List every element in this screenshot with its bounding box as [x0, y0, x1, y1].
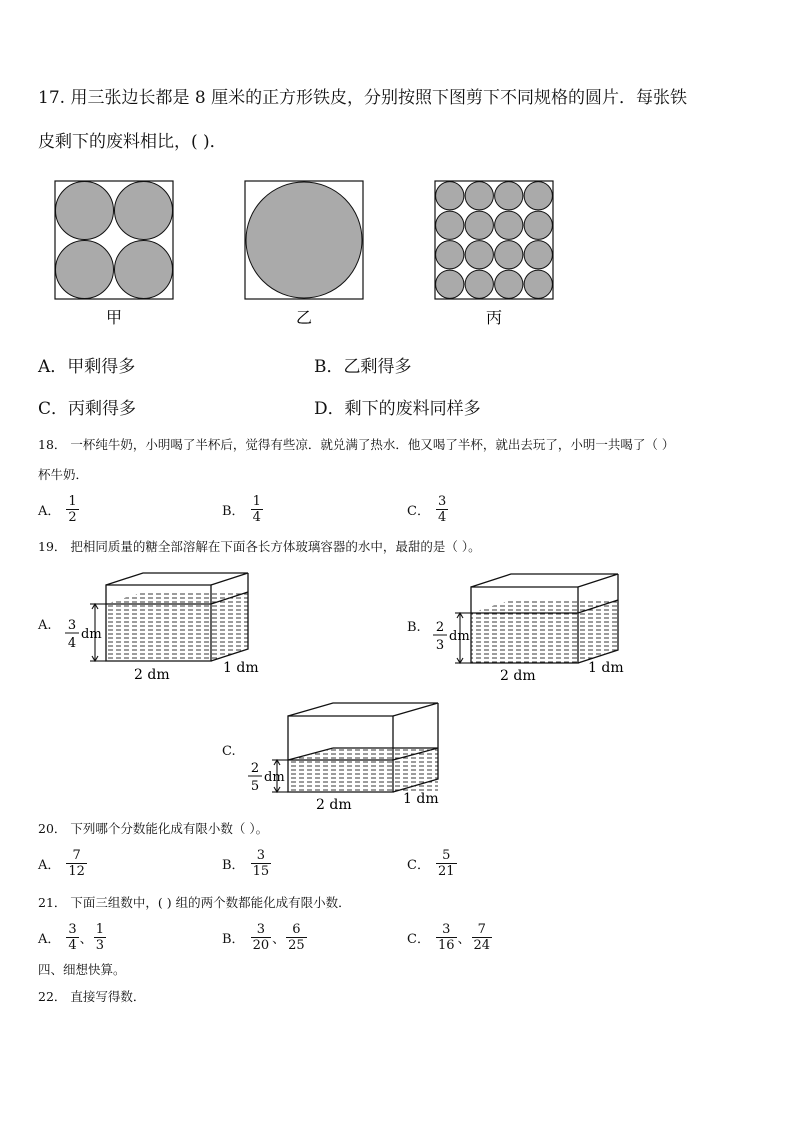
q18-text-line1: 18． 一杯纯牛奶，小明喝了半杯后，觉得有些凉．就兑满了热水．他又喝了半杯，就出去玩了，小明一共喝了（ ） — [38, 437, 675, 452]
q18-option-b — [222, 494, 263, 525]
numerator: 6 — [286, 922, 307, 938]
height-num-a: 3 — [67, 618, 77, 633]
q20-option-c — [407, 848, 457, 879]
small-circle — [465, 241, 493, 269]
denominator: 4 — [252, 510, 261, 525]
q18-text-line2: 杯牛奶． — [38, 467, 89, 482]
width-c: 1 dm — [403, 791, 439, 807]
small-circle — [465, 182, 493, 210]
numerator: 1 — [68, 494, 77, 509]
fraction — [66, 494, 78, 525]
option-letter: B． — [222, 858, 245, 873]
fraction — [251, 848, 272, 879]
denominator: 21 — [437, 864, 455, 879]
q21-option-b — [222, 922, 307, 953]
denominator: 24 — [473, 938, 491, 953]
option-letter: A． — [38, 504, 61, 519]
small-circle — [465, 211, 493, 239]
q17-option-a: A．甲剩得多 — [38, 357, 136, 377]
numerator: 1 — [252, 494, 261, 509]
height-den-c: 5 — [250, 779, 260, 794]
fraction — [436, 922, 457, 953]
small-circle — [524, 241, 552, 269]
numerator: 1 — [95, 922, 104, 937]
q20-text: 20． 下列哪个分数能化成有限小数（ ）。 — [38, 821, 269, 836]
height-unit-b: dm — [449, 629, 470, 644]
q19-letter-c: C. — [222, 744, 236, 759]
fraction — [286, 922, 307, 953]
small-circle — [524, 270, 552, 298]
option-letter: B． — [222, 932, 245, 947]
length-c: 2 dm — [316, 797, 352, 810]
denominator: 16 — [437, 938, 455, 953]
water-a — [106, 604, 211, 661]
numerator: 3 — [68, 922, 77, 937]
q20-option-a — [38, 848, 87, 879]
water-c — [288, 760, 438, 792]
fraction — [94, 922, 106, 953]
q19-text: 19． 把相同质量的糖全部溶解在下面各长方体玻璃容器的水中，最甜的是（ ）。 — [38, 539, 481, 554]
section-four-heading: 四、细想快算。 — [38, 962, 126, 977]
option-letter: A． — [38, 858, 61, 873]
water-b — [471, 613, 578, 663]
q17-option-b: B．乙剩得多 — [314, 357, 412, 377]
height-num-c: 2 — [250, 761, 260, 776]
q21-option-c — [407, 922, 492, 953]
q20-option-b — [222, 848, 271, 879]
small-circle — [436, 241, 464, 269]
separator: 、 — [457, 932, 471, 947]
small-circle — [495, 211, 523, 239]
label-bing: 丙 — [485, 308, 503, 327]
q19-letter-b: B. — [407, 620, 421, 635]
label-jia: 甲 — [105, 308, 123, 327]
q17-option-c: C．丙剩得多 — [38, 399, 137, 419]
height-unit-a: dm — [81, 627, 102, 642]
small-circle — [495, 270, 523, 298]
separator: 、 — [272, 932, 286, 947]
denominator: 20 — [252, 938, 270, 953]
q19-letter-a: A. — [38, 618, 52, 633]
q21-text: 21． 下面三组数中，( ) 组的两个数都能化成有限小数． — [38, 895, 351, 910]
numerator: 3 — [251, 922, 272, 938]
option-letter: C． — [407, 932, 430, 947]
q17-text-line2: 皮剩下的废料相比，( )． — [38, 132, 227, 152]
small-circle — [524, 182, 552, 210]
denominator: 2 — [68, 510, 77, 525]
fraction — [436, 494, 448, 525]
numerator: 5 — [436, 848, 457, 864]
width-a: 1 dm — [223, 660, 259, 676]
fraction — [66, 848, 87, 879]
label-yi: 乙 — [295, 308, 313, 327]
length-a: 2 dm — [134, 667, 170, 683]
numerator: 3 — [436, 922, 457, 938]
height-num-b: 2 — [435, 620, 445, 635]
denominator: 25 — [288, 938, 305, 953]
small-circle — [495, 241, 523, 269]
option-letter: C． — [407, 858, 430, 873]
figure-yi — [245, 181, 363, 299]
q18-option-a — [38, 494, 79, 525]
height-den-a: 4 — [67, 636, 77, 651]
height-unit-c: dm — [264, 770, 285, 785]
denominator: 4 — [437, 510, 447, 525]
container-a — [60, 568, 280, 688]
container-b — [428, 568, 648, 688]
separator: 、 — [79, 932, 93, 947]
q21-option-a — [38, 922, 106, 953]
small-circle — [436, 270, 464, 298]
denominator: 4 — [68, 938, 77, 953]
small-circle — [436, 211, 464, 239]
length-b: 2 dm — [500, 668, 536, 684]
fraction — [66, 922, 78, 953]
small-circle — [436, 182, 464, 210]
q22-text: 22． 直接写得数． — [38, 989, 146, 1004]
small-circle — [465, 270, 493, 298]
small-circle — [495, 182, 523, 210]
numerator: 3 — [251, 848, 272, 864]
numerator: 7 — [66, 848, 87, 864]
small-circle — [524, 211, 552, 239]
numerator: 7 — [472, 922, 493, 938]
fraction — [436, 848, 457, 879]
denominator: 15 — [252, 864, 270, 879]
height-den-b: 3 — [435, 638, 445, 653]
denominator: 3 — [95, 938, 104, 953]
figure-bing — [435, 181, 553, 299]
fraction — [251, 494, 263, 525]
q17-figures — [40, 170, 600, 340]
option-letter: C． — [407, 504, 430, 519]
container-c — [243, 700, 463, 810]
option-letter: B． — [222, 504, 245, 519]
fraction — [251, 922, 272, 953]
fraction — [472, 922, 493, 953]
numerator: 3 — [437, 494, 447, 509]
width-b: 1 dm — [588, 660, 624, 676]
option-letter: A． — [38, 932, 61, 947]
q18-option-c — [407, 494, 448, 525]
q17-option-d: D．剩下的废料同样多 — [314, 399, 481, 419]
q17-text-line1: 17. 用三张边长都是 8 厘米的正方形铁皮，分别按照下图剪下不同规格的圆片．每张铁 — [38, 88, 688, 108]
denominator: 12 — [68, 864, 85, 879]
figure-jia — [55, 181, 173, 299]
